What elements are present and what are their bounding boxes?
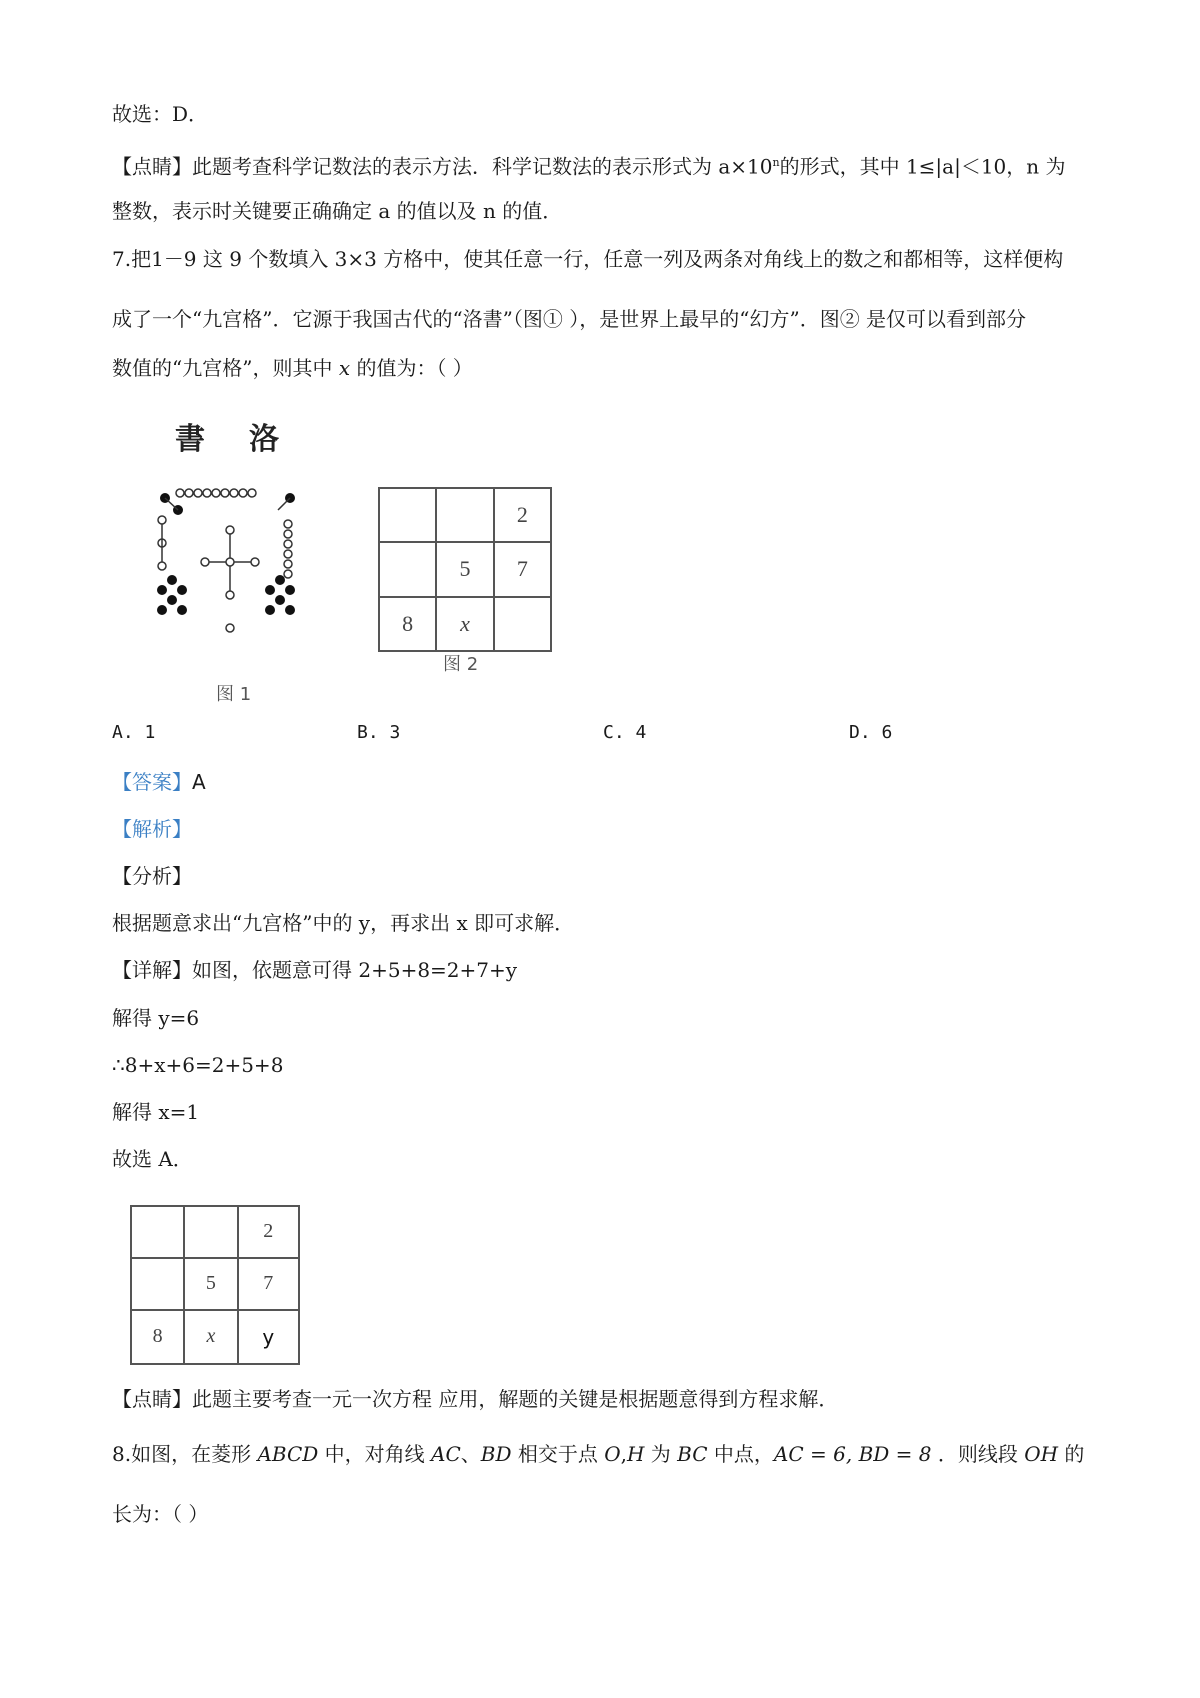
q8-text: 相交于点 (511, 1442, 605, 1466)
q8-text: , (620, 1442, 627, 1466)
q8-point-h: H (627, 1442, 645, 1466)
answer-conclusion: 故选：D． (112, 102, 209, 126)
grid3-cell: 7 (238, 1258, 299, 1310)
answer-tag: 【答案】 (112, 770, 192, 794)
question-7-text-end: 的值为：（ ） (350, 356, 473, 380)
solution-step-4: 故选 A． (112, 1147, 193, 1171)
question-7-text: 数值的“九宫格”，则其中 (112, 356, 339, 380)
tip-paragraph-line1 (112, 149, 1066, 181)
figure-2-grid (378, 487, 552, 652)
q8-text: 为 (644, 1442, 678, 1466)
q8-text: ．则线段 (931, 1442, 1025, 1466)
question-8-line1 (112, 1440, 1084, 1468)
q8-point-o: O (604, 1442, 621, 1466)
q8-equation: AC = 6, BD = 8 (773, 1442, 932, 1466)
question-7-line3 (112, 354, 473, 382)
luoshu-title: 書洛 (175, 422, 323, 457)
tip-text-b: 的形式，其中 1≤|a|＜10，n 为 (779, 154, 1066, 179)
tip-tag: 【点睛】 (112, 154, 192, 179)
variable-x: x (338, 356, 351, 380)
q8-rhombus: ABCD (257, 1442, 319, 1466)
solution-step-2: ∴8+x+6=2+5+8 (112, 1053, 284, 1077)
grid3-cell: 5 (184, 1258, 237, 1310)
solution-grid (130, 1205, 300, 1365)
tip-paragraph-line2: 整数，表示时关键要正确确定 a 的值以及 n 的值． (112, 199, 563, 223)
q8-text: 中，对角线 (318, 1442, 432, 1466)
grid3-cell: 2 (238, 1206, 299, 1258)
q8-side-bc: BC (677, 1442, 708, 1466)
question-7-line1: 7.把1－9 这 9 个数填入 3×3 方格中，使其任意一行，任意一列及两条对角线上的数之和都相等，这样便构 (112, 247, 1064, 271)
grid2-cell: 2 (494, 488, 551, 542)
question-8-line2: 长为：（ ） (112, 1502, 209, 1526)
luoshu-diagram (140, 450, 320, 710)
exponent-n: n (772, 156, 780, 169)
grid2-cell: 7 (494, 542, 551, 596)
question-7-line2: 成了一个“九宫格”．它源于我国古代的“洛書”（图① ），是世界上最早的“幻方”．图② 是仅可以看到部分 (112, 307, 1027, 331)
detail-line: 【详解】如图，依题意可得 2+5+8=2+7+y (112, 958, 518, 982)
analysis-heading: 【分析】 (112, 864, 192, 888)
figure-2-caption: 图 2 (443, 654, 479, 675)
answer-value: A (192, 770, 206, 794)
grid3-cell (131, 1206, 184, 1258)
grid3-cell: y (238, 1310, 299, 1364)
q8-text: 8.如图，在菱形 (112, 1442, 258, 1466)
q8-diag-bd: BD (480, 1442, 512, 1466)
grid2-cell: 5 (436, 542, 493, 596)
q8-text: 、 (460, 1442, 481, 1466)
tip-paragraph-2: 【点睛】此题主要考查一元一次方程 应用，解题的关键是根据题意得到方程求解． (112, 1387, 839, 1411)
q8-diag-ac: AC (431, 1442, 461, 1466)
analysis-text: 根据题意求出“九宫格”中的 y，再求出 x 即可求解． (112, 911, 575, 935)
q8-segment-oh: OH (1024, 1442, 1059, 1466)
tip-text-a: 此题考查科学记数法的表示方法．科学记数法的表示形式为 a×10 (192, 154, 773, 179)
grid2-cell (436, 488, 493, 542)
grid3-cell (184, 1206, 237, 1258)
analysis-tag: 【解析】 (112, 817, 192, 841)
grid3-cell: x (184, 1310, 237, 1364)
solution-step-3: 解得 x=1 (112, 1100, 200, 1124)
solution-step-1: 解得 y=6 (112, 1006, 200, 1030)
option-b[interactable]: B. 3 (357, 722, 401, 743)
grid3-cell (131, 1258, 184, 1310)
grid2-cell (494, 597, 551, 651)
q8-text: 的 (1058, 1442, 1085, 1466)
grid2-cell (379, 542, 436, 596)
q8-text: 中点， (707, 1442, 774, 1466)
option-c[interactable]: C. 4 (603, 722, 647, 743)
grid2-cell: x (436, 597, 493, 651)
figure-1-caption: 图 1 (216, 684, 252, 705)
grid2-cell: 8 (379, 597, 436, 651)
grid2-cell (379, 488, 436, 542)
option-d[interactable]: D. 6 (849, 722, 893, 743)
answer-line (112, 768, 206, 796)
option-a[interactable]: A. 1 (112, 722, 156, 743)
grid3-cell: 8 (131, 1310, 184, 1364)
